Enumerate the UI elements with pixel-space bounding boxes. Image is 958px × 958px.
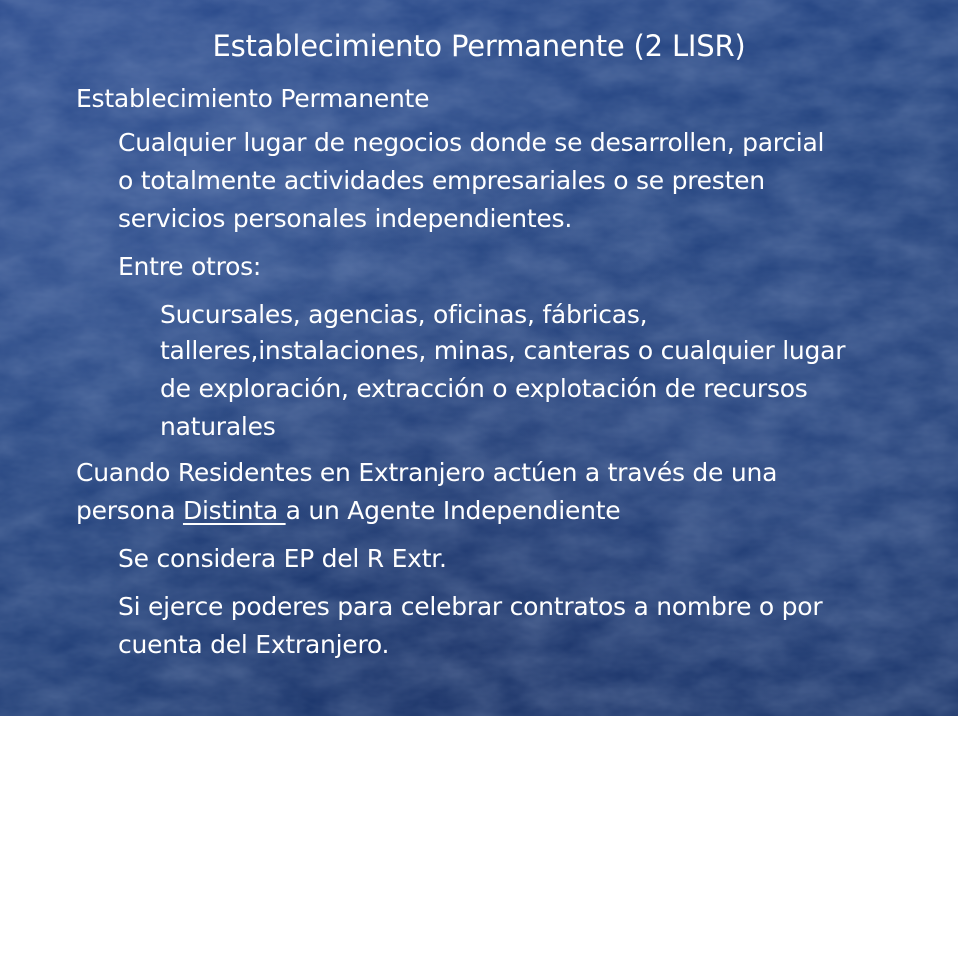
cuando-line-1: Cuando Residentes en Extranjero actúen a través de una xyxy=(76,458,778,487)
list-line-3: de exploración, extracción o explotación de recursos xyxy=(160,374,808,403)
se-considera-line: Se considera EP del R Extr. xyxy=(118,544,447,573)
heading-establecimiento: Establecimiento Permanente xyxy=(76,84,430,113)
list-line-2: talleres,instalaciones, minas, canteras o cualquier lugar xyxy=(160,336,846,365)
definition-line-3: servicios personales independientes. xyxy=(118,204,573,233)
definition-line-1: Cualquier lugar de negocios donde se desarrollen, parcial xyxy=(118,128,825,157)
cuando-suffix: a un Agente Independiente xyxy=(285,496,621,525)
si-ejerce-line-1: Si ejerce poderes para celebrar contratos a nombre o por xyxy=(118,592,823,621)
si-ejerce-line-2: cuenta del Extranjero. xyxy=(118,630,390,659)
definition-line-2: o totalmente actividades empresariales o se presten xyxy=(118,166,765,195)
slide-title: Establecimiento Permanente (2 LISR) xyxy=(212,29,746,63)
list-line-4: naturales xyxy=(160,412,276,441)
cuando-prefix: persona xyxy=(76,496,183,525)
list-line-1: Sucursales, agencias, oficinas, fábricas, xyxy=(160,300,648,329)
distinta-underlined: Distinta xyxy=(182,496,286,525)
cuando-line-2 xyxy=(76,494,620,528)
entre-otros-label: Entre otros: xyxy=(118,252,262,281)
